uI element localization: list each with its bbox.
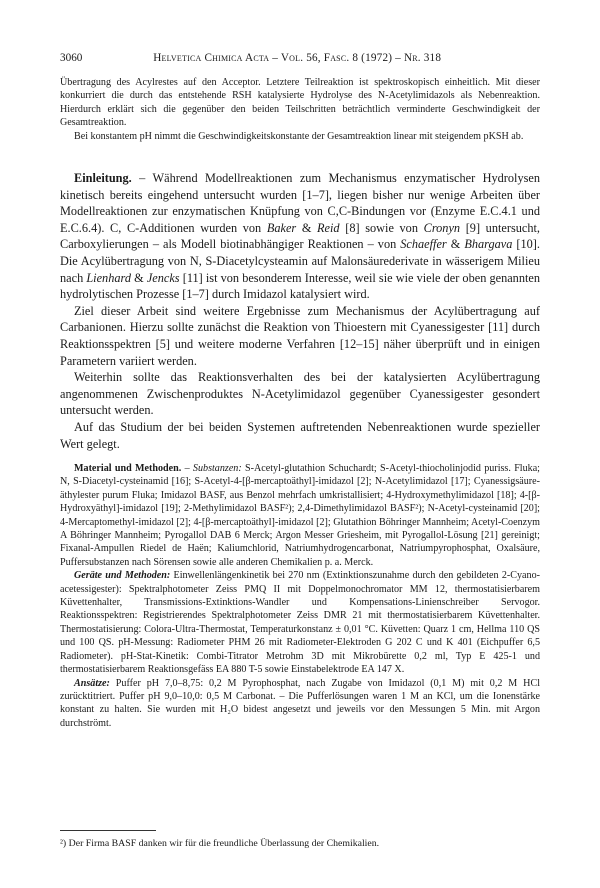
subheading-equipment: Geräte und Methoden: — [74, 570, 171, 582]
intro-paragraph-4: Auf das Studium der bei beiden Systemen auftretenden Nebenreaktionen wurde spezieller Wert gelegt. — [60, 419, 540, 451]
methods-section — [60, 462, 540, 730]
section-heading-methods: Material und Methoden. — [74, 463, 182, 474]
introduction-section — [60, 170, 540, 452]
author-baker: Baker — [266, 220, 297, 235]
footnote — [60, 837, 540, 850]
author-jencks: Jencks — [146, 270, 180, 285]
methods-paragraph-substances: Material und Methoden. – Substanzen: S-Acetyl-glutathion Schuchardt; S-Acetyl-thiocholinjodid puriss. Fluka; N, S-Diacetyl-cysteinamid [16]; S-Acetyl-4-[β-mercaptoäthyl]-imidazol [2]; N-Acetylimidazol [17]; Cyanessigsäure-äthylester purum Fluka; Imidazol BASF, aus Benzol mehrfach umkristallisiert; 4-Hydroxymethylimidazol [18]; 4-[β-Hydroxyäthyl]-imidazol [19]; 2-Methylimidazol BASF²); 2,4-Dimethylimidazol BASF²); N-Acetyl-cysteinamid [20]; 4-Mercaptomethyl-imidazol [2]; 4-[β-mercaptoäthyl]-imidazol [2]; Glutathion Böhringer Mannheim; Acetyl-Coenzym A Böhringer Mannheim; Pyrogallol DAB 6 Merck; Argon Messer Griesheim, mit Pyrogallol-Lösung [21] gereinigt; Fixanal-Ampullen Riedel de Haën; Kaliumchlorid, Natriumhydrogencarbonat, Natriumpyrophosphat, Oxalsäure, Puffersubstanzen nach Sörensen sowie alle anderen Chemikalien p. a. Merck. — [60, 463, 540, 568]
abstract-paragraph-2: Bei konstantem pH nimmt die Geschwindigkeitskonstante der Gesamtreaktion linear mit steigendem pKSH ab. — [74, 130, 524, 142]
running-header — [60, 52, 540, 64]
author-schaeffer: Schaeffer — [400, 237, 447, 252]
methods-paragraph-batches: Ansätze: Puffer pH 7,0–8,75: 0,2 M Pyrophosphat, nach Zugabe von Imidazol (0,1 M) mit 0,2 M HCl zurücktitriert. Puffer pH 9,0–10,0: 0,5 M Carbonat. – Die Pufferlösungen waren 1 M an KCl, um die Ionenstärke konstant zu halten. Sie wurden mit H₂O bidest angesetzt und jeweils vor den Messungen 5 Min. mit Argon durchströmt. — [60, 677, 540, 729]
intro-paragraph-1: Einleitung. – Während Modellreaktionen zum Mechanismus enzymatischer Hydrolysen kinetisch bereits eingehend untersucht wurden [1–7], liegen bisher nur wenige Arbeiten über Modellreaktionen zur enzymatischen Knüpfung von C,C-Bindungen vor (Enzyme E.C.4.1 und E.C.6.4). C, C-Additionen wurden von Baker & Reid [8] sowie von Cronyn [9] untersucht, Carboxylierungen – als Modell biotinabhängiger Reaktionen – von Schaeffer & Bhargava [10]. Die Acylübertragung von N, S-Diacetylcysteamin auf Malonsäurederivate in wässerigem Milieu nach Lienhard & Jencks [11] ist von besonderem Interesse, weil sie wie viele der oben genannten hydrolytischen Prozesse [1–7] durch Imidazol katalysiert wird. — [60, 171, 540, 302]
subheading-batches: Ansätze: — [74, 677, 110, 689]
author-lienhard: Lienhard — [86, 270, 131, 285]
author-reid: Reid — [317, 220, 340, 235]
abstract-paragraph-1: Übertragung des Acylrestes auf den Acceptor. Letztere Teilreaktion ist spektroskopisch einheitlich. Mit dieser konkurriert die durch das entstehende RSH katalysierte Hydrolyse des N-Acetylimidazols als Nebenreaktion. Hierdurch erklärt sich die gegenüber den beiden Teilschritten beträchtlich verminderte Geschwindigkeit der Gesamtreaktion. — [60, 77, 540, 129]
footnote-marker: ²) — [60, 838, 67, 849]
subheading-substances: Substanzen: — [192, 463, 242, 474]
author-cronyn: Cronyn — [423, 220, 461, 235]
journal-citation: Helvetica Chimica Acta – Vol. 56, Fasc. 8 (1972) – Nr. 318 — [153, 52, 442, 64]
intro-paragraph-2: Ziel dieser Arbeit sind weitere Ergebnisse zum Mechanismus der Acylübertragung auf Carbanionen. Hierzu sollte zunächst die Reaktion von Thioestern mit Cyanessigester [11] durch Reaktionsspektren [5] und weitere moderne Verfahren [12–15] näher überprüft und in einigen Parametern variiert werden. — [60, 303, 540, 368]
methods-paragraph-equipment: Geräte und Methoden: Einwellenlängenkinetik bei 270 nm (Extinktionszunahme durch den gebildeten 2-Cyano-acetessigester): Spektralphotometer Zeiss PMQ II mit Doppelmonochromator MM 12, thermostatisierbarem Küvettenhalter, Transmissions-Extinktions-Wandler und Kompensations-Linienschreiber Servogor. Reaktionsspektren: Registrierendes Spektralphotometer Zeiss DMR 21 mit thermostatisierbarem Küvettenhalter. Thermostatisierung: Colora-Ultra-Thermostat, Temperaturkonstanz ± 0,01 °C. Küvetten: Quarz 1 cm, Hellma 110 QS und 100 QS. pH-Messung: Radiometer PHM 26 mit Radiometer-Elektroden G 202 C und K 401 (Eichpuffer 6,5 Radiometer). pH-Stat-Kinetik: Combi-Titrator Metrohm 3D mit Mikrobürette 0,2 ml, Typ E 425-1 und thermostatisierbarem Reaktionsgefäss EA 880 T-5 sowie Einstabelektrode EA 147 X. — [60, 570, 540, 676]
footnote-text: Der Firma BASF danken wir für die freundliche Überlassung der Chemikalien. — [66, 838, 380, 849]
page-number: 3060 — [60, 52, 83, 64]
abstract-continuation — [60, 76, 540, 143]
author-bhargava: Bhargava — [464, 237, 513, 252]
footnote-rule — [60, 830, 156, 831]
intro-paragraph-3: Weiterhin sollte das Reaktionsverhalten des bei der katalysierten Acylübertragung angenommenen Zwischenproduktes N-Acetylimidazol gegenüber Cyanessigester gesondert untersucht werden. — [60, 370, 540, 418]
section-heading-introduction: Einleitung. — [74, 171, 132, 185]
